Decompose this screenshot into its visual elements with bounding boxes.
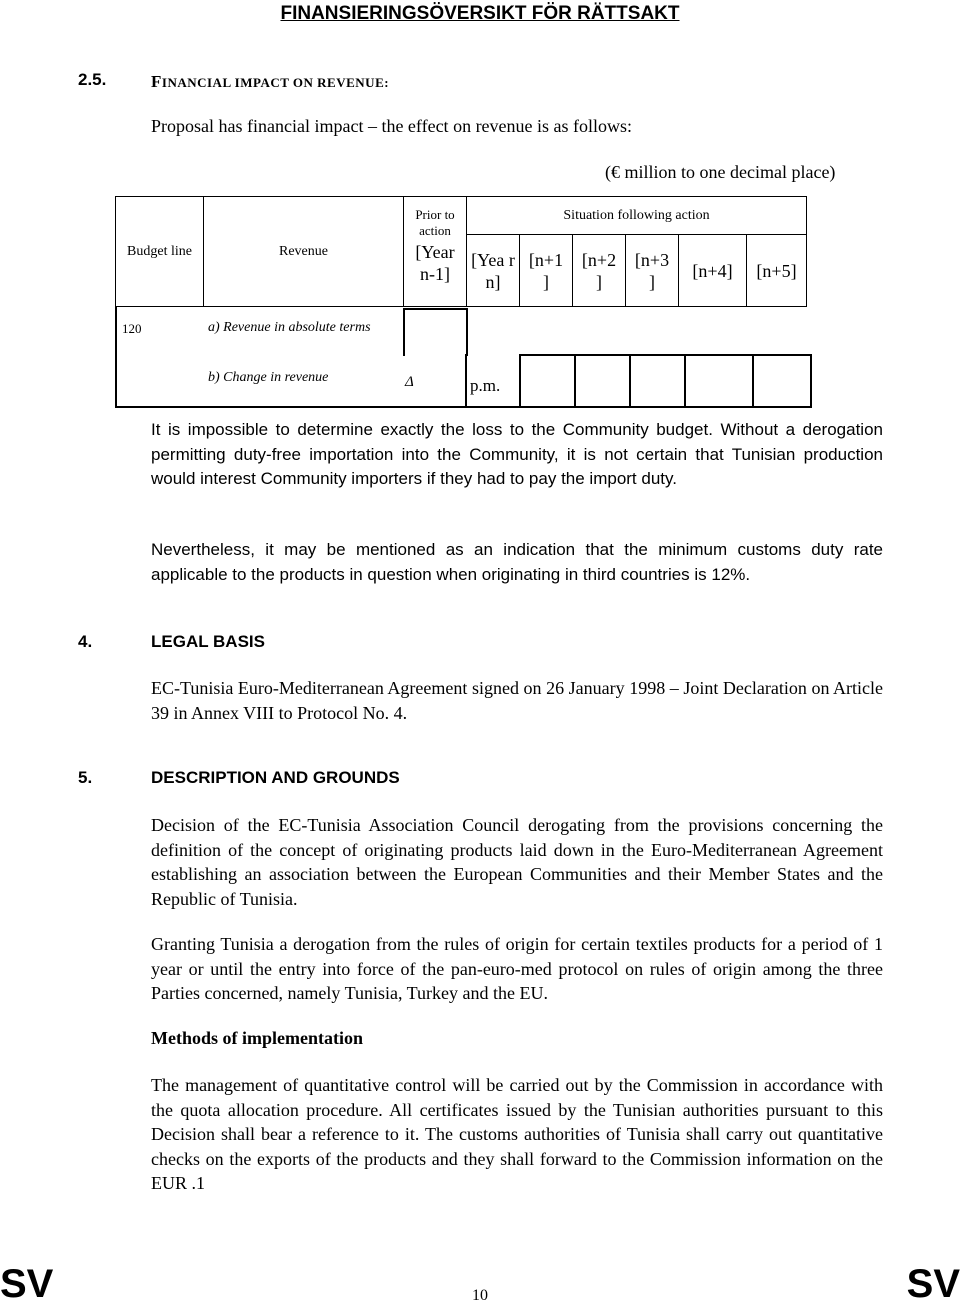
section-4-text: EC-Tunisia Euro-Mediterranean Agreement signed on 26 January 1998 – Joint Declaration on Article 39 in Annex VIII to Protocol No. 4. (151, 678, 883, 723)
section-5-paragraph-management: The management of quantitative control will be carried out by the Commission in accordance with the quota allocation procedure. All certificates issued by the Tunisian authorities pursuant to this Decision shall bear a reference to it. The customs authorities of Tunisia shall carry out quantitative checks on the exports of the products and they shall forward to the Commission information on the EUR .1 (151, 1075, 883, 1193)
row-b-cell-n1 (519, 354, 576, 408)
row-b-label: b) Change in revenue (208, 370, 329, 385)
section-heading (151, 72, 389, 92)
row-b-divider (465, 354, 467, 406)
paragraph-customs-rate: Nevertheless, it may be mentioned as an indication that the minimum customs duty rate applicable to the products in question when originating in third countries is 12%. (151, 540, 883, 584)
year-col-3: [n+3 ] (626, 235, 679, 307)
year-col-4: [n+4] (679, 235, 747, 307)
section-number: 2.5. (78, 70, 107, 89)
row-b-cell-n3 (629, 354, 686, 408)
row-budget-line-cell (115, 306, 205, 354)
footer-language-left: SV (0, 1262, 54, 1306)
row-budget-line: 120 (122, 321, 142, 336)
section-4-heading: LEGAL BASIS (151, 632, 265, 651)
header-budget-line: Budget line (116, 197, 204, 307)
row-b-cell-n5 (752, 354, 812, 408)
section-5-number: 5. (78, 768, 93, 787)
header-situation: Situation following action (467, 197, 807, 235)
section-5-paragraph-derogation: Granting Tunisia a derogation from the rules of origin for certain textiles products for a period of 1 year or until the entry into force of the pan-euro-med protocol on rules of origin among the three Parties concerned, namely Tunisia, Turkey and the EU. (151, 934, 883, 1003)
section-5-paragraph-decision: Decision of the EC-Tunisia Association Council derogating from the provisions concerning the definition of the concept of originating products laid down in the Euro-Mediterranean Agreement establishing an association between the European Communities and their Member States and the Republic of Tunisia. (151, 815, 883, 909)
row-b-cell-n4 (684, 354, 754, 408)
page-number: 10 (472, 1287, 488, 1304)
year-col-0: [Yea r n] (467, 235, 520, 307)
year-col-2: [n+2 ] (573, 235, 626, 307)
delta-symbol: Δ (405, 374, 414, 390)
row-b-value: p.m. (470, 376, 501, 395)
year-col-5: [n+5] (747, 235, 807, 307)
section-5-heading: DESCRIPTION AND GROUNDS (151, 768, 400, 787)
section-heading-initial: F (151, 72, 162, 91)
financial-impact-table (115, 196, 807, 307)
row-b-bottom-line (115, 354, 519, 408)
row-a-label: a) Revenue in absolute terms (208, 320, 371, 335)
row-b-cell-n2 (574, 354, 631, 408)
row-a-prior-cell (403, 308, 468, 356)
year-col-1: [n+1 ] (520, 235, 573, 307)
unit-note: (€ million to one decimal place) (605, 162, 836, 182)
section-4-number: 4. (78, 632, 93, 651)
section-heading-rest: INANCIAL IMPACT ON REVENUE: (161, 75, 390, 90)
header-prior-to-action (404, 197, 467, 307)
prior-year: [Year n-1] (415, 242, 455, 284)
footer-language-right: SV (906, 1262, 960, 1306)
prior-label: Prior to action (415, 207, 455, 238)
header-revenue: Revenue (204, 197, 404, 307)
paragraph-budget-loss: It is impossible to determine exactly the loss to the Community budget. Without a derogation permitting duty-free importation into the Community, it is not certain that Tunisian production would interest Community importers if they had to pay the import duty. (151, 420, 883, 488)
methods-heading: Methods of implementation (151, 1028, 363, 1048)
intro-text: Proposal has financial impact – the effect on revenue is as follows: (151, 116, 633, 136)
document-title: FINANSIERINGSÖVERSIKT FÖR RÄTTSAKT (280, 3, 680, 24)
